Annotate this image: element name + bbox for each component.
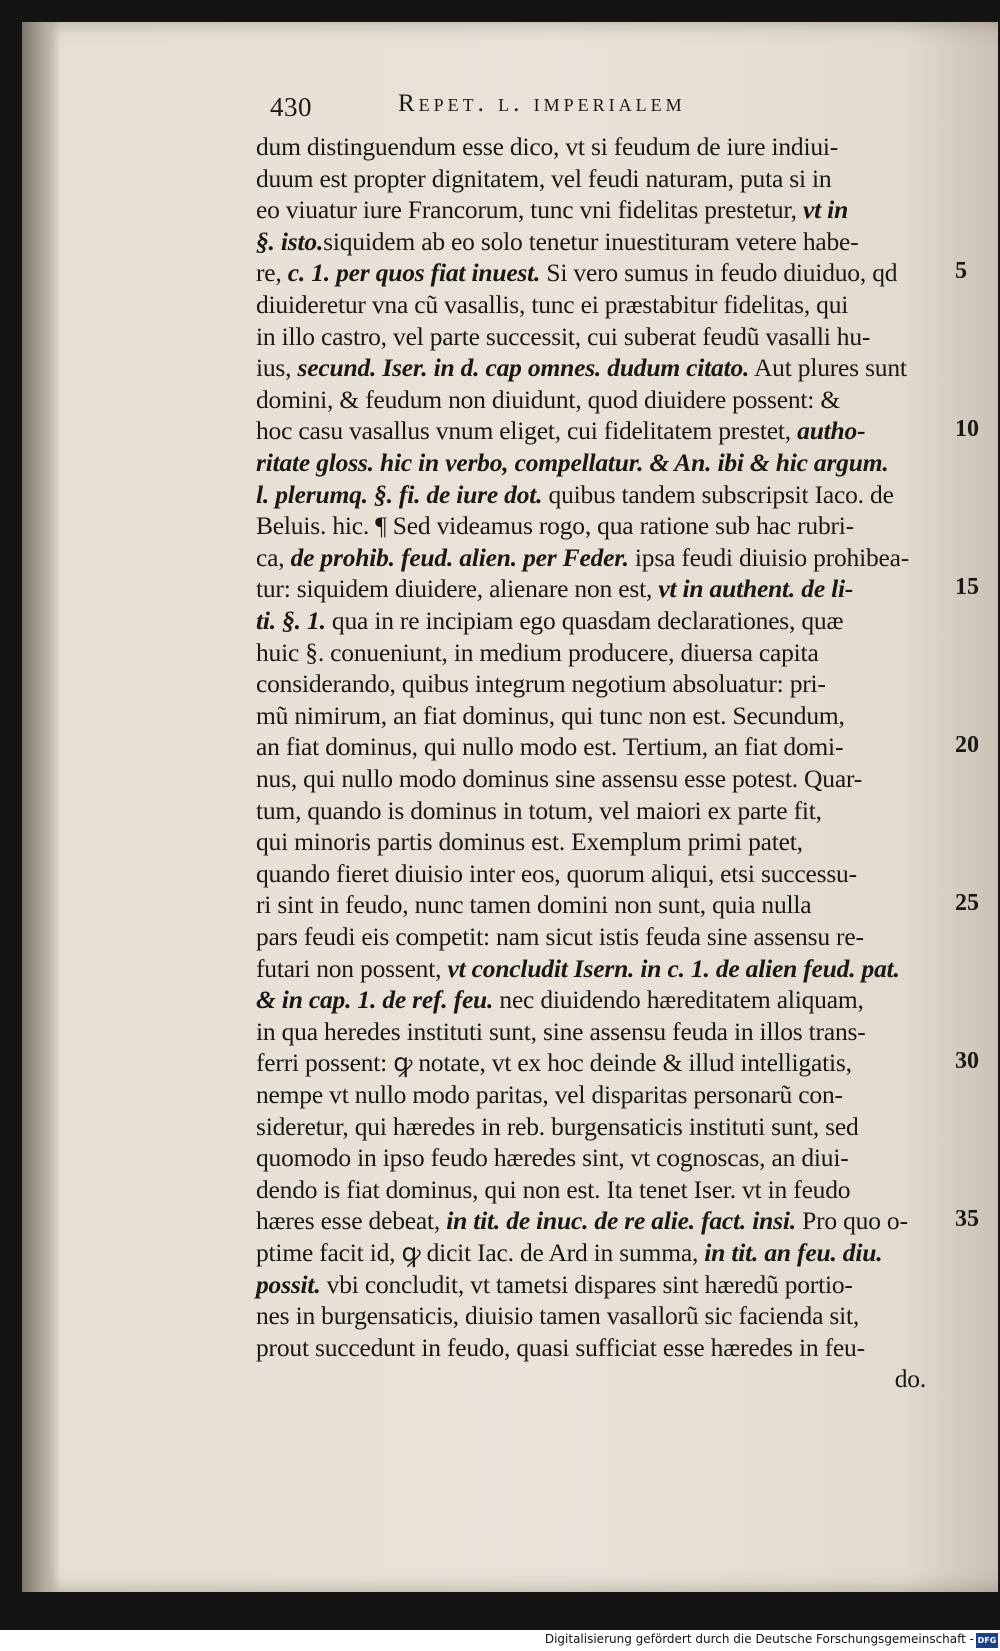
citation-text: secund. Iser. in d. cap omnes. dudum citato. — [297, 353, 750, 383]
line-text-continued: vbi concludit, vt tametsi dispares sint hæredũ portio- — [320, 1269, 853, 1299]
margin-line-number: 10 — [955, 416, 979, 443]
text-line — [256, 541, 909, 574]
line-text: tur: siquidem diuidere, alienare non est, — [256, 574, 659, 604]
margin-line-numbers — [955, 130, 1000, 1400]
citation-text: autho- — [797, 416, 866, 446]
margin-line-number: 30 — [955, 1048, 979, 1075]
line-text: prout succedunt in feudo, quasi sufficiat esse hæredes in feu- — [256, 1332, 865, 1362]
text-line — [256, 1268, 853, 1301]
body-text — [256, 130, 946, 1400]
line-text-continued: quibus tandem subscripsit Iaco. de — [542, 479, 894, 509]
text-line — [256, 699, 845, 732]
text-line — [256, 888, 811, 921]
line-text-continued: Pro quo o- — [795, 1206, 908, 1236]
line-text: qui minoris partis dominus est. Exemplum primi patet, — [256, 827, 803, 857]
text-line — [256, 1299, 859, 1332]
margin-line-number: 20 — [955, 732, 979, 759]
line-text-continued: ipsa feudi diuisio prohibea- — [628, 542, 910, 572]
text-line — [256, 193, 848, 226]
citation-text: ritate gloss. hic in verbo, compellatur. & An. ibi & hic argum. — [256, 448, 889, 477]
text-line — [256, 383, 840, 416]
text-line — [256, 256, 897, 289]
text-line — [256, 130, 838, 163]
line-text: ptime facit id, ꝙ dicit Iac. de Ard in summa, — [256, 1238, 705, 1267]
line-text: domini, & feudum non diuidunt, quod diuidere possent: & — [256, 384, 840, 414]
text-line — [256, 794, 822, 827]
line-text: duum est propter dignitatem, vel feudi naturam, puta si in — [256, 163, 832, 193]
text-line — [256, 351, 907, 384]
line-text: mũ nimirum, an fiat dominus, qui tunc non est. Secundum, — [256, 700, 845, 730]
citation-text: in tit. de inuc. de re alie. fact. insi. — [446, 1206, 796, 1236]
citation-text: §. isto. — [256, 226, 324, 256]
margin-line-number: 5 — [955, 258, 967, 285]
text-line — [256, 857, 857, 890]
digitization-credit-bar — [0, 1630, 1000, 1651]
text-line — [256, 983, 864, 1016]
text-line — [256, 1236, 882, 1269]
line-text: ferri possent: ꝙ notate, vt ex hoc deinde & illud intelligatis, — [256, 1048, 852, 1078]
text-line — [256, 1331, 865, 1364]
citation-text: ti. §. 1. — [256, 606, 326, 635]
text-line — [256, 225, 858, 258]
line-text: nempe vt nullo modo paritas, vel disparitas personarũ con- — [256, 1080, 843, 1109]
text-line — [256, 1046, 852, 1079]
line-text-continued: Si vero sumus in feudo diuiduo, qd — [540, 258, 898, 288]
citation-text: vt in authent. de li- — [658, 574, 854, 604]
line-text: ius, — [256, 353, 298, 383]
line-text-continued: nec diuidendo hæreditatem aliquam, — [493, 985, 864, 1015]
margin-line-number: 35 — [955, 1206, 979, 1233]
line-text: eo viuatur iure Francorum, tunc vni fidelitas prestetur, — [256, 195, 803, 225]
line-text-continued: Aut plures sunt — [749, 353, 907, 383]
margin-line-number: 25 — [955, 890, 979, 917]
page-header — [270, 90, 970, 130]
running-head: Repet. l. imperialem — [398, 90, 686, 117]
citation-text: possit. — [256, 1269, 321, 1299]
citation-text: l. plerumq. §. fi. de iure dot. — [256, 479, 543, 509]
line-text: re, — [256, 258, 288, 288]
text-line — [256, 667, 826, 700]
text-line — [256, 1015, 866, 1048]
text-line — [256, 920, 864, 953]
citation-text: vt concludit Isern. in c. 1. de alien feud. pat. — [447, 953, 900, 983]
text-line — [256, 1110, 859, 1143]
line-text: Beluis. hic. ¶ Sed videamus rogo, qua ratione sub hac rubri- — [256, 511, 854, 541]
line-text: pars feudi eis competit: nam sicut istis feuda sine assensu re- — [256, 922, 864, 951]
line-text: do. — [894, 1364, 926, 1394]
citation-text: vt in — [803, 195, 849, 225]
text-line — [256, 1078, 843, 1111]
text-line — [256, 636, 819, 669]
line-text: nus, qui nullo modo dominus sine assensu esse potest. Quar- — [256, 764, 863, 793]
text-line — [256, 162, 831, 195]
line-text: nes in burgensaticis, diuisio tamen vasallorũ sic facienda sit, — [256, 1301, 860, 1331]
line-text: hoc casu vasallus vnum eliget, cui fidelitatem prestet, — [256, 416, 798, 446]
line-text: considerando, quibus integrum negotium absoluatur: pri- — [256, 669, 826, 699]
line-text: quando fieret diuisio inter eos, quorum aliqui, etsi successu- — [256, 858, 857, 888]
text-line — [895, 1362, 926, 1395]
text-line — [256, 478, 894, 511]
text-line — [256, 572, 853, 605]
line-text: ri sint in feudo, nunc tamen domini non sunt, quia nulla — [256, 890, 812, 920]
text-line — [256, 1173, 850, 1206]
line-text: in illo castro, vel parte successit, cui suberat feudũ vasalli hu- — [256, 321, 871, 351]
margin-line-number: 15 — [955, 574, 979, 601]
text-line — [256, 509, 854, 542]
text-line — [256, 446, 889, 479]
line-text: hæres esse debeat, — [256, 1206, 447, 1236]
text-line — [256, 288, 848, 321]
line-text: an fiat dominus, qui nullo modo est. Tertium, an fiat domi- — [256, 732, 844, 762]
line-text: quomodo in ipso feudo hæredes sint, vt cognoscas, an diui- — [256, 1143, 849, 1173]
line-text: diuideretur vna cũ vasallis, tunc ei præstabitur fidelitas, qui — [256, 290, 849, 319]
text-line — [256, 762, 862, 795]
citation-text: c. 1. per quos fiat inuest. — [287, 258, 541, 288]
text-line — [256, 952, 900, 985]
text-line — [256, 320, 870, 353]
line-text: in qua heredes instituti sunt, sine assensu feuda in illos trans- — [256, 1016, 866, 1046]
line-text-continued: qua in re incipiam ego quasdam declarationes, quæ — [325, 606, 844, 635]
dfg-logo-icon: DFG — [976, 1633, 998, 1648]
citation-text: & in cap. 1. de ref. feu. — [256, 985, 494, 1015]
text-line — [256, 414, 865, 447]
line-text: tum, quando is dominus in totum, vel maiori ex parte fit, — [256, 795, 822, 825]
text-line — [256, 1204, 908, 1237]
page-number: 430 — [270, 92, 312, 122]
text-line — [256, 825, 803, 858]
text-line — [256, 730, 843, 763]
credit-text: Digitalisierung gefördert durch die Deutsche Forschungsgemeinschaft - — [544, 1632, 974, 1646]
line-text: dendo is fiat dominus, qui non est. Ita tenet Iser. vt in feudo — [256, 1174, 851, 1204]
line-text: sideretur, qui hæredes in reb. burgensaticis instituti sunt, sed — [256, 1111, 859, 1141]
page-gutter-shadow — [22, 22, 60, 1592]
line-text-continued: siquidem ab eo solo tenetur inuestituram vetere habe- — [323, 226, 859, 256]
line-text: dum distinguendum esse dico, vt si feudum de iure indiui- — [256, 132, 839, 161]
text-line — [256, 604, 843, 637]
citation-text: in tit. an feu. diu. — [704, 1238, 883, 1267]
text-line — [256, 1141, 849, 1174]
line-text: ca, — [256, 542, 291, 572]
line-text: futari non possent, — [256, 953, 448, 983]
citation-text: de prohib. feud. alien. per Feder. — [290, 542, 629, 572]
line-text: huic §. conueniunt, in medium producere, diuersa capita — [256, 637, 819, 667]
